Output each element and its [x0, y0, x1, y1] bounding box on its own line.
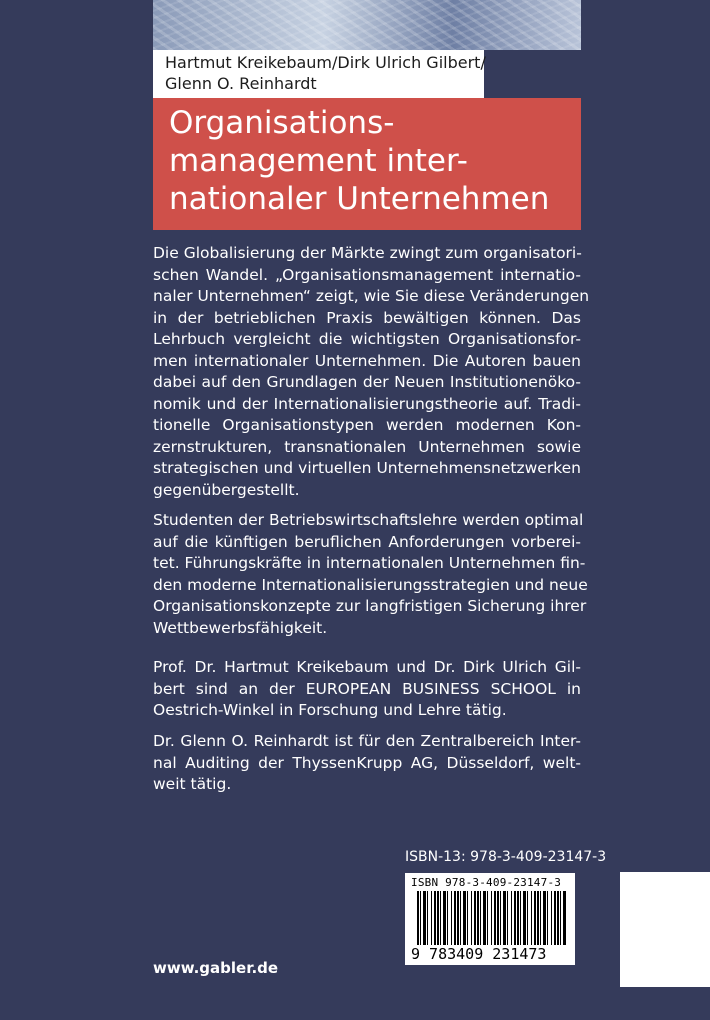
barcode — [405, 873, 575, 965]
text-line: schen Wandel. „Organisationsmanagement internatio- — [153, 265, 581, 284]
text-line: naler Unternehmen“ zeigt, wie Sie diese Veränderungen — [153, 287, 590, 305]
author-line-1: Hartmut Kreikebaum/Dirk Ulrich Gilbert/ — [165, 53, 486, 72]
text-line: den moderne Internationalisierungsstrategien und neue — [153, 575, 588, 594]
authors-box — [153, 50, 484, 98]
barcode-isbn-text: ISBN 978-3-409-23147-3 — [411, 876, 562, 889]
text-line: auf die künftigen beruflichen Anforderungen vorberei- — [153, 532, 581, 551]
book-title — [153, 98, 581, 230]
text-line: Oestrich-Winkel in Forschung und Lehre tätig. — [153, 701, 507, 719]
author-bio-paragraph-2 — [153, 731, 581, 796]
author-bio-paragraph-1 — [153, 657, 581, 722]
title-line-1: Organisations- — [169, 105, 395, 141]
price-sticker-area — [620, 872, 710, 987]
text-line: weit tätig. — [153, 775, 232, 793]
isbn-label: ISBN-13: 978-3-409-23147-3 — [405, 849, 607, 865]
publisher-website: www.gabler.de — [153, 959, 279, 977]
author-line-2: Glenn O. Reinhardt — [165, 74, 317, 93]
text-line: nomik und der Internationalisierungstheorie auf. Tradi- — [153, 394, 581, 413]
description-paragraph-1 — [153, 243, 590, 501]
text-line: Prof. Dr. Hartmut Kreikebaum und Dr. Dirk Ulrich Gil- — [153, 658, 581, 676]
cover-photo-strip — [153, 0, 581, 50]
text-line: Studenten der Betriebswirtschaftslehre werden optimal — [153, 511, 584, 529]
text-line: Dr. Glenn O. Reinhardt ist für den Zentralbereich Inter- — [153, 732, 581, 750]
barcode-number: 9 783409 231473 — [411, 945, 547, 963]
barcode-bars — [417, 891, 567, 945]
text-line: zernstrukturen, transnationalen Unternehmen sowie — [153, 437, 581, 456]
title-line-3: nationaler Unternehmen — [169, 181, 550, 217]
text-line: tionelle Organisationstypen werden modernen Kon- — [153, 416, 581, 434]
text-line: Die Globalisierung der Märkte zwingt zum organisatori- — [153, 244, 582, 262]
text-line: strategischen und virtuellen Unternehmensnetzwerken — [153, 459, 581, 477]
text-line: in der betrieblichen Praxis bewältigen können. Das — [153, 308, 581, 327]
text-line: nal Auditing der ThyssenKrupp AG, Düsseldorf, welt- — [153, 753, 581, 772]
description-paragraph-2 — [153, 510, 588, 639]
text-line: Wettbewerbsfähigkeit. — [153, 618, 328, 637]
text-line: dabei auf den Grundlagen der Neuen Institutionenöko- — [153, 373, 581, 391]
text-line: gegenübergestellt. — [153, 480, 300, 499]
text-line: tet. Führungskräfte in internationalen Unternehmen fin- — [153, 554, 586, 572]
title-line-2: management inter- — [169, 143, 468, 179]
text-line: men internationaler Unternehmen. Die Autoren bauen — [153, 351, 581, 370]
text-line: Lehrbuch vergleicht die wichtigsten Organisationsfor- — [153, 330, 581, 348]
text-line: bert sind an der EUROPEAN BUSINESS SCHOOL in — [153, 679, 581, 698]
text-line: Organisationskonzepte zur langfristigen Sicherung ihrer — [153, 597, 587, 615]
